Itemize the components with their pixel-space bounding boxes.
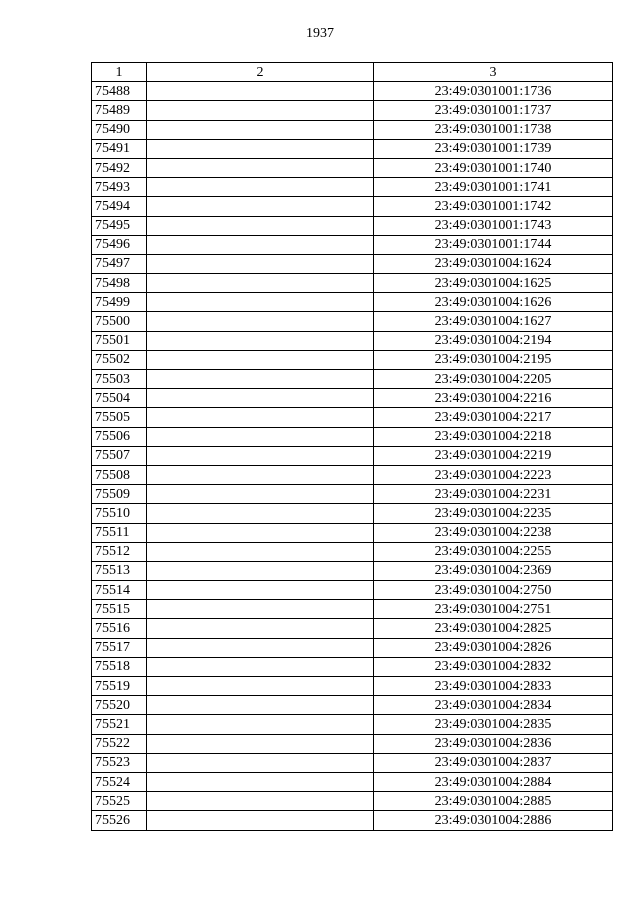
cadastral-number-cell: 23:49:0301001:1740 [374, 158, 613, 177]
table-row [92, 120, 613, 139]
cadastral-number-cell: 23:49:0301004:1624 [374, 254, 613, 273]
table-row [92, 811, 613, 830]
description-cell [147, 427, 374, 446]
row-number-cell: 75489 [92, 101, 147, 120]
description-cell [147, 638, 374, 657]
table-row [92, 600, 613, 619]
registry-table [91, 62, 613, 831]
description-cell [147, 158, 374, 177]
description-cell [147, 197, 374, 216]
table-row [92, 772, 613, 791]
description-cell [147, 734, 374, 753]
row-number-cell: 75524 [92, 772, 147, 791]
cadastral-number-cell: 23:49:0301004:2835 [374, 715, 613, 734]
cadastral-number-cell: 23:49:0301004:2235 [374, 504, 613, 523]
cadastral-number-cell: 23:49:0301004:1626 [374, 293, 613, 312]
row-number-cell: 75516 [92, 619, 147, 638]
description-cell [147, 465, 374, 484]
description-cell [147, 178, 374, 197]
description-cell [147, 370, 374, 389]
cadastral-number-cell: 23:49:0301004:2884 [374, 772, 613, 791]
cadastral-number-cell: 23:49:0301001:1736 [374, 82, 613, 101]
cadastral-number-cell: 23:49:0301004:2826 [374, 638, 613, 657]
cadastral-number-cell: 23:49:0301004:2216 [374, 389, 613, 408]
description-cell [147, 811, 374, 830]
row-number-cell: 75506 [92, 427, 147, 446]
cadastral-number-cell: 23:49:0301001:1741 [374, 178, 613, 197]
description-cell [147, 753, 374, 772]
row-number-cell: 75521 [92, 715, 147, 734]
cadastral-number-cell: 23:49:0301001:1744 [374, 235, 613, 254]
cadastral-number-cell: 23:49:0301004:2833 [374, 677, 613, 696]
table-row [92, 677, 613, 696]
row-number-cell: 75488 [92, 82, 147, 101]
table-row [92, 619, 613, 638]
row-number-cell: 75496 [92, 235, 147, 254]
cadastral-number-cell: 23:49:0301004:1625 [374, 274, 613, 293]
page-number: 1937 [306, 26, 334, 41]
description-cell [147, 216, 374, 235]
table-row [92, 446, 613, 465]
row-number-cell: 75491 [92, 139, 147, 158]
cadastral-number-cell: 23:49:0301004:2825 [374, 619, 613, 638]
row-number-cell: 75495 [92, 216, 147, 235]
row-number-cell: 75512 [92, 542, 147, 561]
row-number-cell: 75515 [92, 600, 147, 619]
table-row [92, 158, 613, 177]
row-number-cell: 75503 [92, 370, 147, 389]
cadastral-number-cell: 23:49:0301004:2751 [374, 600, 613, 619]
description-cell [147, 792, 374, 811]
table-row [92, 561, 613, 580]
description-cell [147, 677, 374, 696]
cadastral-number-cell: 23:49:0301004:2194 [374, 331, 613, 350]
description-cell [147, 235, 374, 254]
table-row [92, 312, 613, 331]
row-number-cell: 75499 [92, 293, 147, 312]
row-number-cell: 75511 [92, 523, 147, 542]
cadastral-number-cell: 23:49:0301004:2195 [374, 350, 613, 369]
table-row [92, 197, 613, 216]
row-number-cell: 75500 [92, 312, 147, 331]
row-number-cell: 75508 [92, 465, 147, 484]
cadastral-number-cell: 23:49:0301004:2886 [374, 811, 613, 830]
table-row [92, 235, 613, 254]
cadastral-number-cell: 23:49:0301004:2223 [374, 465, 613, 484]
row-number-cell: 75525 [92, 792, 147, 811]
row-number-cell: 75494 [92, 197, 147, 216]
table-row [92, 792, 613, 811]
cadastral-number-cell: 23:49:0301004:2255 [374, 542, 613, 561]
row-number-cell: 75513 [92, 561, 147, 580]
table-row [92, 753, 613, 772]
description-cell [147, 331, 374, 350]
description-cell [147, 389, 374, 408]
cadastral-number-cell: 23:49:0301004:2750 [374, 581, 613, 600]
row-number-cell: 75509 [92, 485, 147, 504]
description-cell [147, 101, 374, 120]
row-number-cell: 75517 [92, 638, 147, 657]
cadastral-number-cell: 23:49:0301004:2369 [374, 561, 613, 580]
cadastral-number-cell: 23:49:0301004:2217 [374, 408, 613, 427]
cadastral-number-cell: 23:49:0301004:2836 [374, 734, 613, 753]
cadastral-number-cell: 23:49:0301001:1737 [374, 101, 613, 120]
table-header [92, 63, 613, 82]
table-row [92, 216, 613, 235]
cadastral-number-cell: 23:49:0301004:2832 [374, 657, 613, 676]
table-row [92, 350, 613, 369]
row-number-cell: 75501 [92, 331, 147, 350]
table-row [92, 389, 613, 408]
description-cell [147, 600, 374, 619]
row-number-cell: 75520 [92, 696, 147, 715]
table-row [92, 427, 613, 446]
cadastral-number-cell: 23:49:0301004:2219 [374, 446, 613, 465]
description-cell [147, 446, 374, 465]
cadastral-number-cell: 23:49:0301001:1743 [374, 216, 613, 235]
description-cell [147, 772, 374, 791]
description-cell [147, 619, 374, 638]
description-cell [147, 293, 374, 312]
table-row [92, 139, 613, 158]
description-cell [147, 312, 374, 331]
description-cell [147, 139, 374, 158]
row-number-cell: 75498 [92, 274, 147, 293]
table-row [92, 734, 613, 753]
cadastral-number-cell: 23:49:0301004:2885 [374, 792, 613, 811]
table-row [92, 465, 613, 484]
cadastral-number-cell: 23:49:0301001:1738 [374, 120, 613, 139]
cadastral-number-cell: 23:49:0301004:2218 [374, 427, 613, 446]
description-cell [147, 561, 374, 580]
description-cell [147, 120, 374, 139]
description-cell [147, 542, 374, 561]
description-cell [147, 581, 374, 600]
table-row [92, 408, 613, 427]
table-row [92, 101, 613, 120]
row-number-cell: 75507 [92, 446, 147, 465]
description-cell [147, 82, 374, 101]
table-row [92, 178, 613, 197]
description-cell [147, 696, 374, 715]
row-number-cell: 75522 [92, 734, 147, 753]
cadastral-number-cell: 23:49:0301004:2837 [374, 753, 613, 772]
row-number-cell: 75502 [92, 350, 147, 369]
row-number-cell: 75492 [92, 158, 147, 177]
table-row [92, 254, 613, 273]
description-cell [147, 657, 374, 676]
row-number-cell: 75497 [92, 254, 147, 273]
column-header-1: 1 [92, 63, 147, 82]
row-number-cell: 75518 [92, 657, 147, 676]
description-cell [147, 350, 374, 369]
row-number-cell: 75504 [92, 389, 147, 408]
table-row [92, 331, 613, 350]
table-body [92, 82, 613, 830]
row-number-cell: 75505 [92, 408, 147, 427]
description-cell [147, 254, 374, 273]
table-row [92, 485, 613, 504]
cadastral-number-cell: 23:49:0301004:2834 [374, 696, 613, 715]
cadastral-number-cell: 23:49:0301001:1742 [374, 197, 613, 216]
description-cell [147, 504, 374, 523]
cadastral-number-cell: 23:49:0301004:2231 [374, 485, 613, 504]
table-row [92, 274, 613, 293]
row-number-cell: 75493 [92, 178, 147, 197]
column-header-3: 3 [374, 63, 613, 82]
cadastral-number-cell: 23:49:0301004:2238 [374, 523, 613, 542]
description-cell [147, 715, 374, 734]
description-cell [147, 523, 374, 542]
header-row [92, 63, 613, 82]
cadastral-number-cell: 23:49:0301001:1739 [374, 139, 613, 158]
row-number-cell: 75514 [92, 581, 147, 600]
table-row [92, 523, 613, 542]
table-row [92, 370, 613, 389]
description-cell [147, 408, 374, 427]
description-cell [147, 485, 374, 504]
row-number-cell: 75510 [92, 504, 147, 523]
row-number-cell: 75526 [92, 811, 147, 830]
row-number-cell: 75519 [92, 677, 147, 696]
table-row [92, 638, 613, 657]
column-header-2: 2 [147, 63, 374, 82]
description-cell [147, 274, 374, 293]
table-row [92, 581, 613, 600]
row-number-cell: 75490 [92, 120, 147, 139]
cadastral-number-cell: 23:49:0301004:1627 [374, 312, 613, 331]
cadastral-number-cell: 23:49:0301004:2205 [374, 370, 613, 389]
table-row [92, 542, 613, 561]
row-number-cell: 75523 [92, 753, 147, 772]
table-row [92, 293, 613, 312]
table-row [92, 696, 613, 715]
table-row [92, 82, 613, 101]
table-row [92, 504, 613, 523]
table-row [92, 657, 613, 676]
table-row [92, 715, 613, 734]
